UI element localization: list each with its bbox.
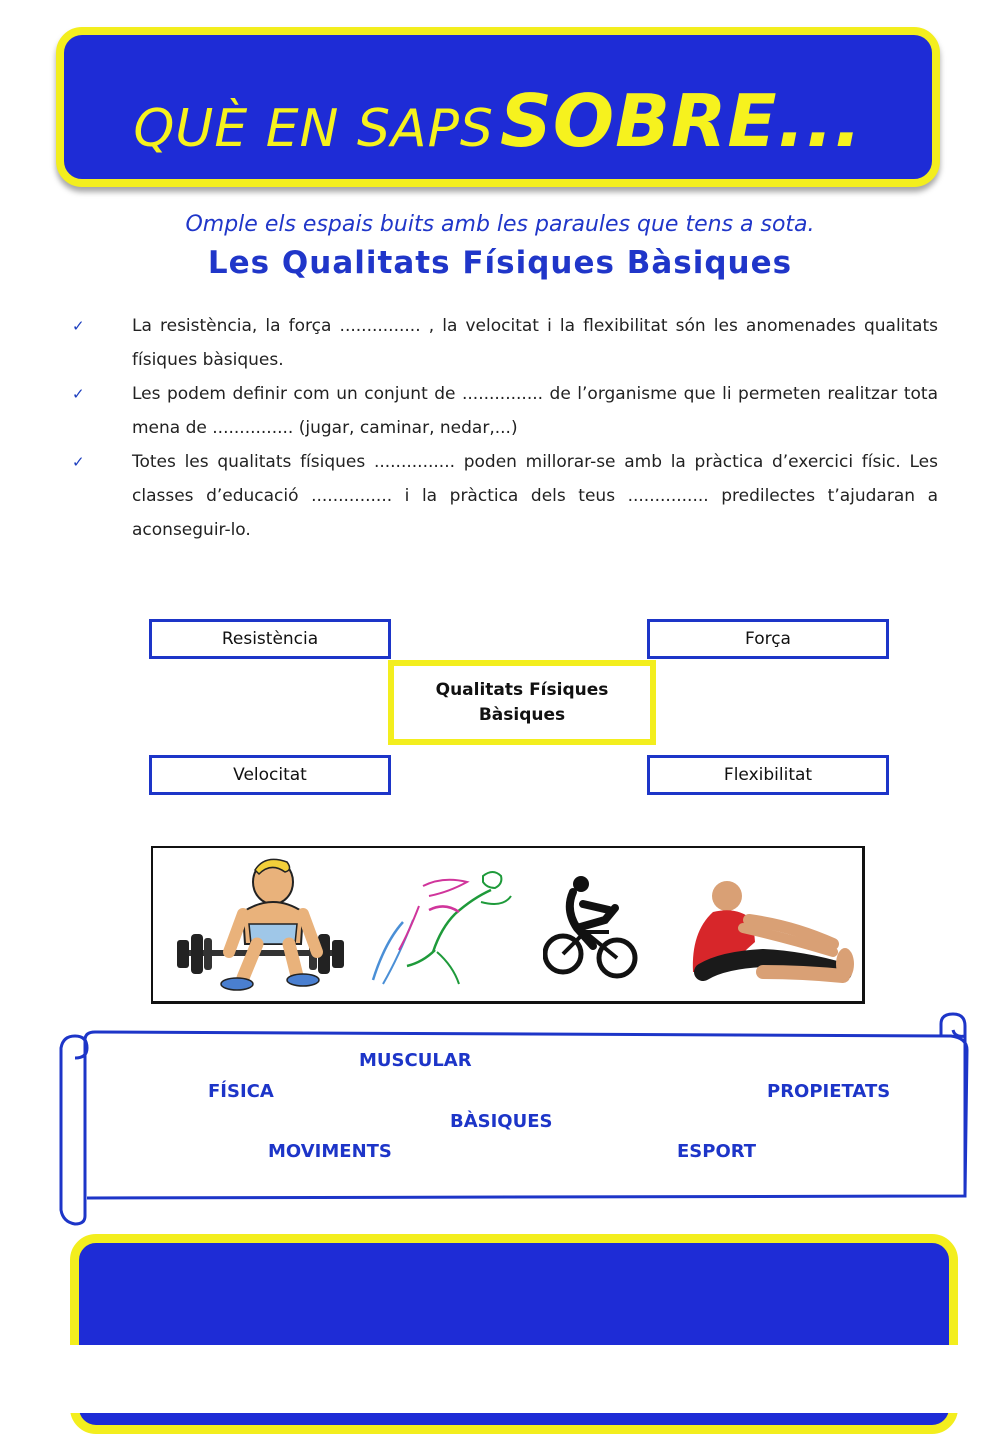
quality-box-forca: Força (647, 619, 889, 659)
center-quality-box (388, 660, 656, 745)
banner-title (64, 79, 932, 163)
center-box-line2: Bàsiques (478, 704, 566, 725)
center-box-line1: Qualitats Físiques (435, 679, 609, 700)
bullet-text-1: La resistència, la força ............... , la velocitat i la flexibilitat són les anomenades qualitats físiques bàsiques. (132, 316, 938, 370)
banner-title-small: QUÈ EN SAPS (133, 99, 494, 159)
banner-title-big: SOBRE... (500, 79, 863, 163)
word-muscular: MUSCULAR (359, 1050, 472, 1071)
bullet-list (72, 309, 938, 547)
bullet-text-2: Les podem definir com un conjunt de ............... de l’organisme que li permeten realitzar tota mena de ............... (jugar, caminar, nedar,...) (132, 384, 938, 438)
stretching-illustration (683, 876, 858, 996)
word-fisica: FÍSICA (208, 1081, 274, 1102)
instruction-text: Omple els espais buits amb les paraules que tens a sota. (185, 212, 815, 237)
checkmark-icon: ✓ (72, 385, 85, 403)
bullet-item-2 (72, 377, 938, 445)
quality-box-resistencia: Resistència (149, 619, 391, 659)
word-esport: ESPORT (677, 1141, 757, 1162)
bullet-item-1 (72, 309, 938, 377)
quality-box-flexibilitat: Flexibilitat (647, 755, 889, 795)
checkmark-icon: ✓ (72, 317, 85, 335)
title-banner (56, 27, 940, 187)
cyclist-icon (543, 874, 639, 986)
quality-box-velocitat: Velocitat (149, 755, 391, 795)
checkmark-icon: ✓ (72, 453, 85, 471)
word-propietats: PROPIETATS (767, 1081, 891, 1102)
page-subtitle: Les Qualitats Físiques Bàsiques (207, 245, 793, 281)
weightlifter-illustration (173, 852, 348, 1000)
illustrations-strip (151, 846, 865, 1004)
bullet-text-3: Totes les qualitats físiques ............... poden millorar-se amb la pràctica d’exercici físic. Les classes d’educació ............... i la pràctica dels teus ............... predilectes t’ajudaran a aconseguir-lo. (132, 452, 938, 540)
runner-illustration (363, 862, 523, 992)
word-basiques: BÀSIQUES (450, 1111, 553, 1132)
word-moviments: MOVIMENTS (268, 1141, 392, 1162)
bullet-item-3 (72, 445, 938, 547)
page-bottom-margin (0, 1345, 1000, 1413)
